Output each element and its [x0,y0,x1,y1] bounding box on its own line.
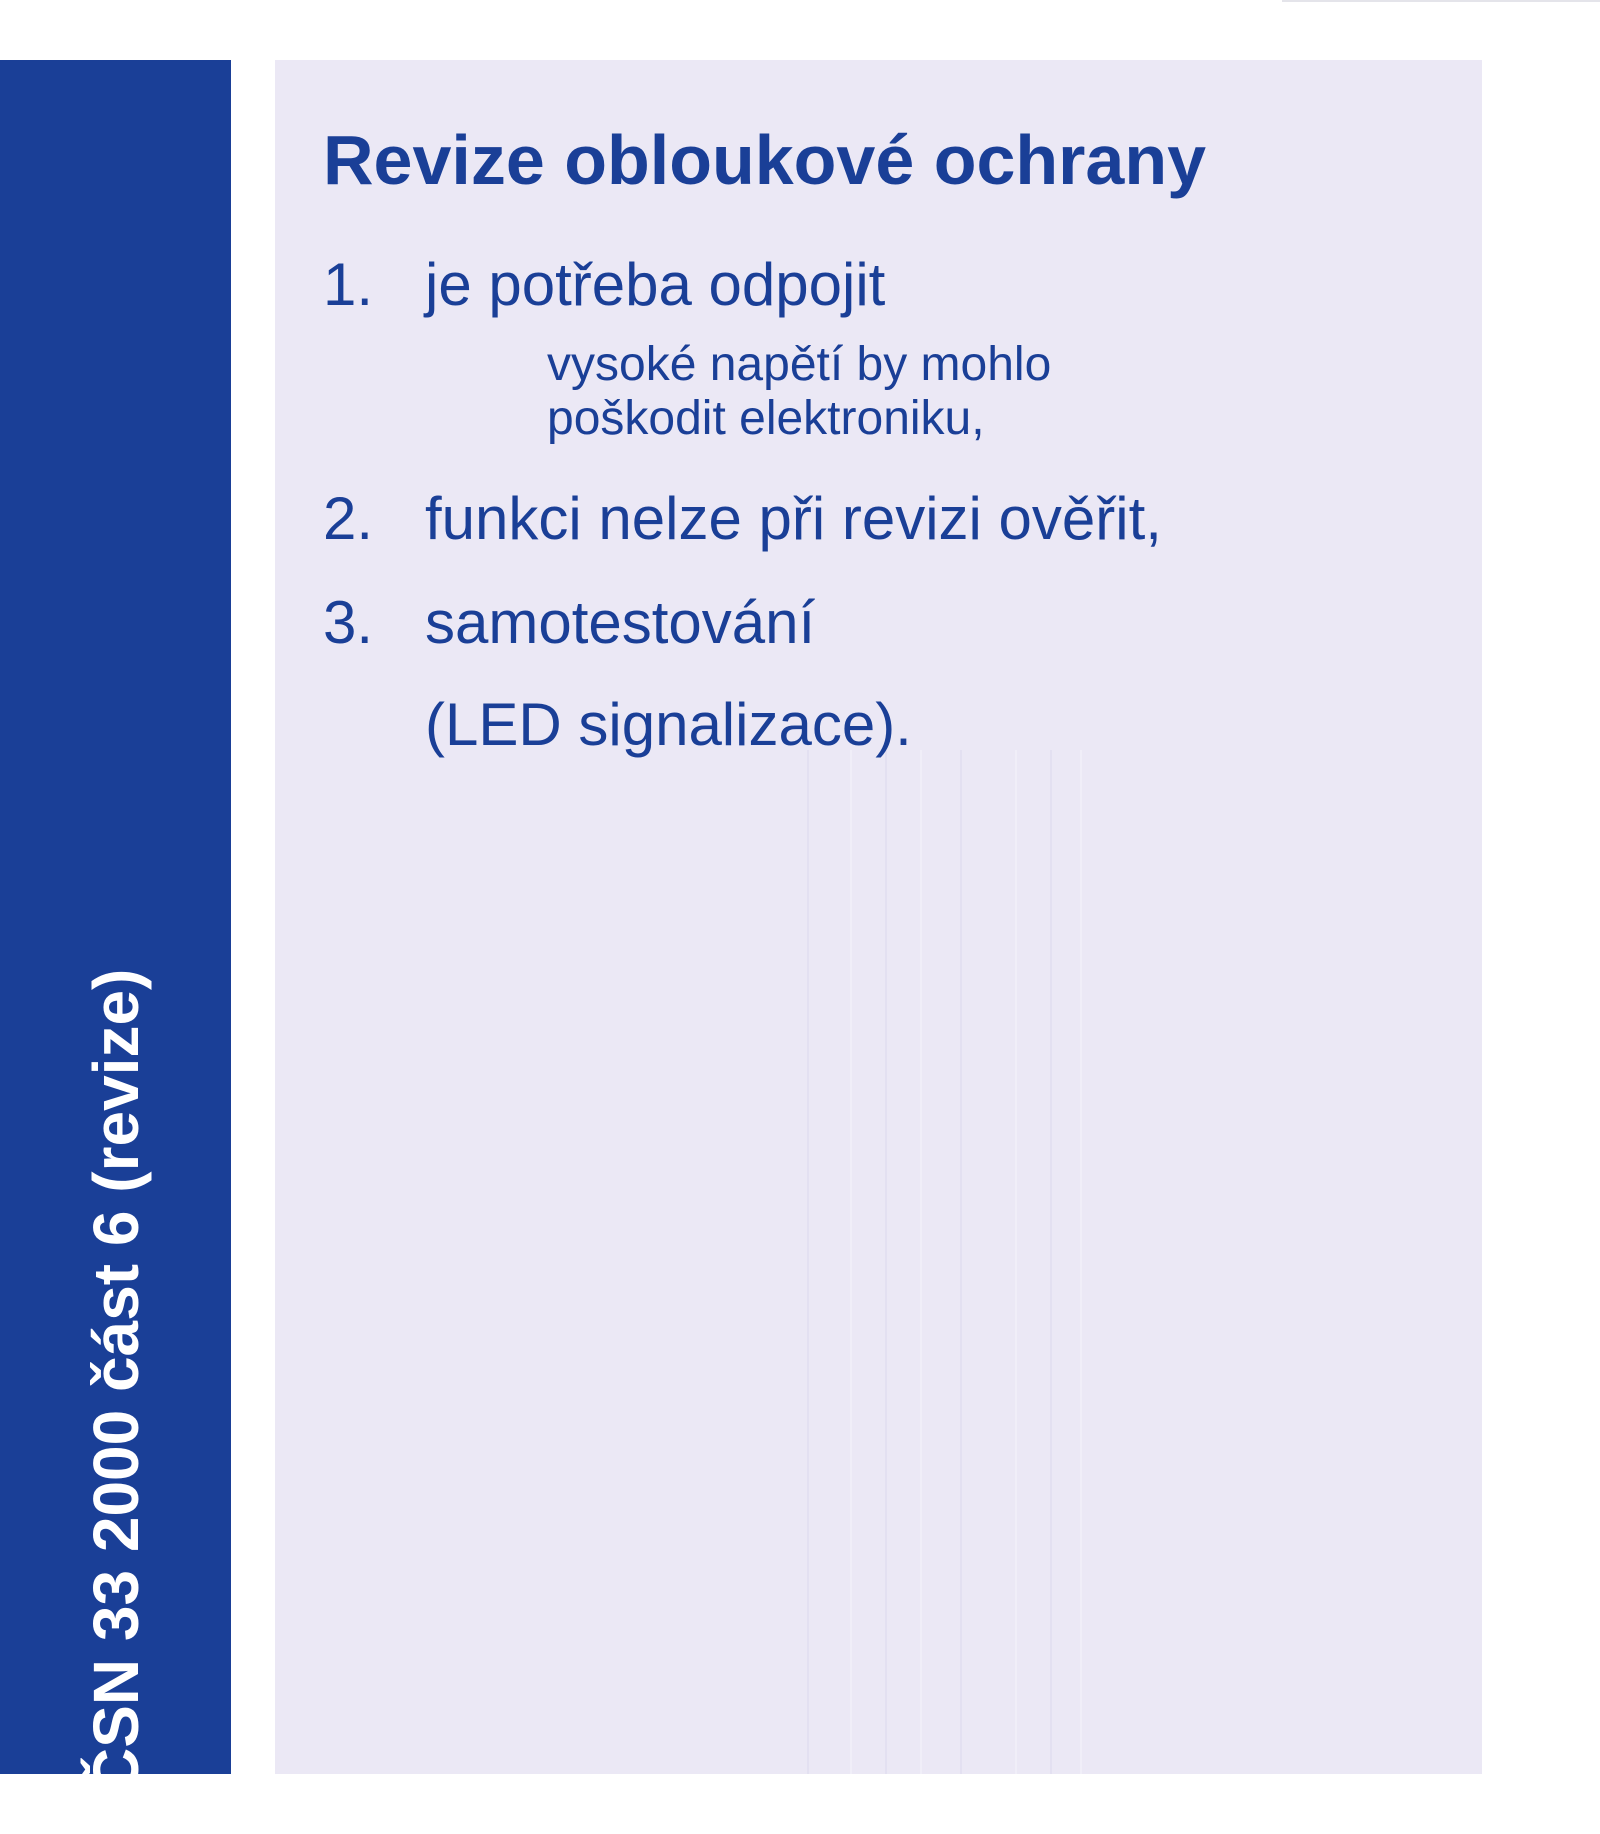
list-item-number: 3. [323,589,374,656]
top-edge-line [1282,0,1600,2]
list-item-continuation: (LED signalizace). [425,691,912,758]
slide-title: Revize obloukové ochrany [323,121,1207,199]
background-decor-line [1050,750,1052,1774]
background-decor-line [1015,750,1017,1774]
list-item-text: funkci nelze při revizi ověřit, [425,485,1162,552]
list-item-number: 2. [323,485,374,552]
content-panel [275,60,1482,1774]
background-decor-line [885,750,887,1774]
note-line: vysoké napětí by mohlo [547,338,1052,391]
list-item [323,486,1162,552]
background-decor-line [960,750,962,1774]
sidebar-title: ČSN 33 2000 část 6 (revize) [80,968,152,1794]
list-item-number: 1. [323,251,374,318]
background-decor-line [807,750,809,1774]
list-item-text: samotestování [425,589,816,656]
background-decor-line [1080,750,1082,1774]
list-item-note [547,338,1051,446]
sidebar-band [0,60,231,1794]
list-item [323,590,815,656]
background-decor-line [920,750,922,1774]
background-decor-line [850,750,852,1774]
list-item-text: je potřeba odpojit [425,251,886,318]
list-item [323,252,885,318]
note-line: poškodit elektroniku, [547,391,985,445]
